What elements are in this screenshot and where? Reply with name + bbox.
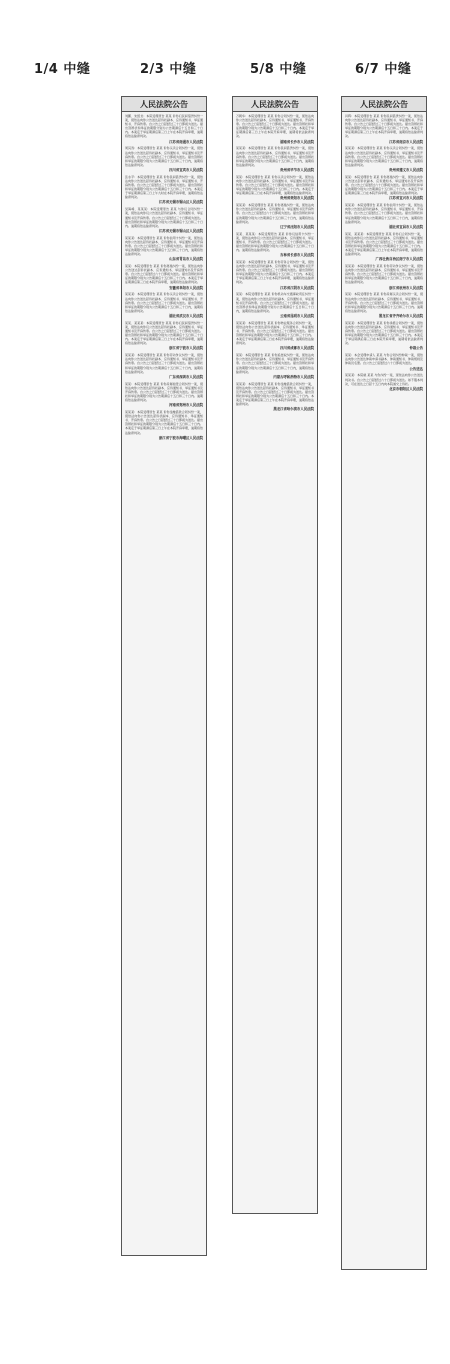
court-name: 湖南省长沙市人民法院 xyxy=(280,139,314,144)
court-name: 贵州省毕节市人民法院 xyxy=(280,167,314,172)
column-header: 人民法院公告 xyxy=(342,97,426,112)
notice-paragraph: 某某某：本院受理原告 某某 诉你金融借款合同纠纷一案，现依法向你公告送达起诉状副本、应诉通知书、举证通知书及开庭传票。自公告之日起经过三十日即视为送达。提出答辩状和举证的期限分别为公告期满后十五日和三十日内。本案定于举证期满后第三日上午在本院开庭审理，逾期将依法缺席判决。 xyxy=(236,381,315,407)
notice-paragraph: 某某某：本院受理原告 某某 诉你劳动争议纠纷一案，现依法向你公告送达起诉状副本、应诉通知书、举证通知书及开庭传票。自公告之日起经过三十日即视为送达。提出答辩状和举证的期限分别为公告期满后十五日和三十日内，逾期将依法缺席判决。 xyxy=(125,353,204,374)
notice-paragraph: 某某某：本院受理原告 某某 诉你劳动争议纠纷一案，现依法向你公告送达起诉状副本、应诉通知书、举证通知书及开庭传票。自公告之日起经过三十日即视为送达。提出答辩状和举证的期限分别为公告期满后十五日和三十日内，逾期将依法缺席判决。 xyxy=(345,264,424,285)
notice-paragraph: 某某某：本院受理原告 某某 诉你买卖合同纠纷一案，现依法向你公告送达起诉状副本、应诉通知书、举证通知书及开庭传票。自公告之日起经过三十日即视为送达。提出答辩状和举证的期限分别为公告期满后十五日和三十日内，逾期将依法缺席判决。 xyxy=(345,146,424,167)
court-notice-column-3 xyxy=(341,96,427,1270)
court-name: 贵州省贵阳市人民法院 xyxy=(280,196,314,201)
court-name: 湖北省宜昌市人民法院 xyxy=(389,224,423,229)
notice-paragraph: 刘鹏、朱绍龙：本院受理原告 某某 诉你们民间借贷纠纷一案，现依法向你公告送达起诉状副本、应诉通知书、举证通知书、开庭传票。自公告之日起经过三十日即视为送达。提出答辩状和举证的期限分别为公告期满后十五日和三十日内。本案定于举证期满后第三日上午在本院开庭审理，逾期将依法缺席判决。 xyxy=(125,114,204,139)
court-name: 黑龙江省哈尔滨市人民法院 xyxy=(273,407,314,412)
notice-paragraph: 某某：本院受理原告 某某 诉你追偿权纠纷一案，现依法向你公告送达起诉状副本、应诉通知书、举证通知书及开庭传票。自公告之日起经过三十日即视为送达。提出答辩状和举证的期限分别为公告期满后十五日和三十日内，逾期将依法缺席判决。 xyxy=(236,353,315,374)
court-name: 山东省青岛市人民法院 xyxy=(169,257,203,262)
court-name: 江苏省江阴市人民法院 xyxy=(280,285,314,290)
court-name: 贵州省遵义市人民法院 xyxy=(389,167,423,172)
court-notice-column-1 xyxy=(121,96,207,1256)
notice-paragraph: 某某、某某某：本院受理原告 某某 诉你们合同纠纷一案，现依法向你们公告送达起诉状副本、应诉通知书、举证通知书及开庭传票。自公告之日起经过三十日即视为送达。提出答辩状和举证的期限分别为公告期满后十五日和三十日内。本案定于举证期满后第三日上午在本院开庭审理，逾期将依法缺席判决。 xyxy=(345,231,424,257)
court-name: 江苏省南京市人民法院 xyxy=(389,139,423,144)
court-name: 四川省宜宾市人民法院 xyxy=(169,167,203,172)
court-name: 江苏省无锡市锡山区人民法院 xyxy=(158,200,203,205)
court-name: 公告送达 xyxy=(409,366,423,371)
court-name: 吉林省长春市人民法院 xyxy=(280,253,314,258)
notice-paragraph: 某某某：本院受理原告 某某 诉你信用卡纠纷一案，现依法向你公告送达起诉状副本、应诉通知书、举证通知书及开庭传票。自公告之日起经过三十日即视为送达。提出答辩状和举证的期限分别为公告期满后十五日和三十日内，逾期将依法缺席判决。 xyxy=(125,235,204,257)
court-name: 云南省昆明市人民法院 xyxy=(280,313,314,318)
notice-paragraph: 某某某：本院受理原告 某某 诉你民间借贷纠纷一案，现依法向你公告送达起诉状副本、应诉通知书、举证通知书及开庭传票。自公告之日起经过三十日即视为送达。提出答辩状和举证的期限分别为公告期满后十五日和三十日内，逾期将依法缺席判决。 xyxy=(236,146,315,167)
court-name: 广西壮族自治区南宁市人民法院 xyxy=(375,257,423,262)
column-body xyxy=(342,112,426,396)
notice-paragraph: 某某某：本院受理原告 某某 诉你离婚纠纷一案，现依法向你公告送达起诉状副本、应诉通知书、举证通知书及开庭传票。自公告之日起经过六十日即视为送达。提出答辩状和举证的期限分别为公告期满后十五日和三十日内，逾期将依法缺席判决。 xyxy=(236,203,315,224)
notice-paragraph: 某某：本院受理原告 某某 诉你房屋租赁合同纠纷一案，现依法向你公告送达起诉状副本、应诉通知书、举证通知书及开庭传票。自公告之日起经过三十日即视为送达。提出答辩状和举证的期限分别为公告期满后十五日和三十日内。逾期将依法缺席判决。 xyxy=(125,381,204,403)
court-name: 内蒙古呼和浩特市人民法院 xyxy=(273,374,314,379)
label-five-eighths: 5/8 中缝 xyxy=(250,62,307,77)
column-header: 人民法院公告 xyxy=(233,97,317,112)
spacer xyxy=(125,441,203,443)
court-name: 安徽省阜阳市人民法院 xyxy=(169,285,203,290)
court-name: 北京市朝阳区人民法院 xyxy=(389,386,423,391)
court-name: 浙江省宁波市海曙区人民法院 xyxy=(158,435,203,440)
column-body xyxy=(122,112,206,445)
notice-paragraph: 某某某：本院受理原告 某某 诉你金融借款合同纠纷一案，现依法向你公告送达起诉状副本、应诉通知书、举证通知书、开庭传票。自公告之日起经过三十日即视为送达。提出答辩状和举证的期限分别为公告期满后十五日和三十日内。本案定于举证期满后第三日上午在本院开庭审理，逾期将依法缺席判决。 xyxy=(125,410,204,435)
notice-paragraph: 肖辉：本院受理原告 某某 诉你民间借贷纠纷一案，现依法向你公告送达起诉状副本、应诉通知书、举证通知书、开庭传票。自公告之日起经过三十日即视为送达。提出答辩状和举证的期限分别为公告期满后十五日和三十日内。本案定于举证期满后第三日上午在本院开庭审理，逾期将依法缺席判决。 xyxy=(345,114,424,139)
spacer xyxy=(236,413,314,415)
notice-paragraph: 某某某：本院受理原告 某某 诉你物业服务合同纠纷一案，现依法向你公告送达起诉状副本、应诉通知书、举证通知书、开庭传票。自公告之日起经过三十日即视为送达。提出答辩状和举证的期限分别为公告期满后十五日和三十日内。本案定于举证期满后第三日在本院开庭审理，逾期将依法缺席判决。 xyxy=(236,320,315,346)
court-name: 河南省郑州市人民法院 xyxy=(169,403,203,408)
notice-paragraph: 某某、某某某：本院受理原告 某某 诉你们信用卡纠纷一案，现依法向你们公告送达起诉状副本、应诉通知书、举证通知书、开庭传票。自公告之日起经过三十日即视为送达。提出答辩状和举证的期限分别为公告期满后十五日和三十日内。逾期将依法缺席判决。 xyxy=(236,231,315,252)
court-name: 辽宁省沈阳市人民法院 xyxy=(280,224,314,229)
notice-paragraph: 某某：本院受理原告 某某 诉你离婚纠纷一案，现依法向你公告送达起诉状副本、应诉通知书、举证通知书及开庭传票。自公告之日起经过六十日即视为送达。提出答辩状和举证的期限分别为公告期满后十五日和三十日内。本案定于举证期满后第三日在本院开庭审理，逾期将依法缺席判决。 xyxy=(125,264,204,285)
notice-paragraph: 周其涛：本院受理原告 某某 诉你买卖合同纠纷一案，现依法向你公告送达起诉状副本、应诉通知书、举证通知书及开庭传票。自公告之日起经过三十日即视为送达。提出答辩状和举证的期限分别为公告期满后十五日和三十日内，逾期将依法缺席判决。 xyxy=(125,146,204,167)
notice-paragraph: 某某：本院受理原告 某某 诉你房屋买卖合同纠纷一案，现依法向你公告送达起诉状副本、应诉通知书、举证通知书、开庭传票。自公告之日起经过三十日即视为送达。提出答辩状和举证的期限分别为公告期满后十五日和三十日内。逾期将依法缺席判决。 xyxy=(345,292,424,313)
notice-paragraph: 某某某：本院受理原告 某某 诉你买卖合同纠纷一案，现依法向你公告送达起诉状副本、应诉通知书、举证通知书、开庭传票。自公告之日起经过三十日即视为送达。提出答辩状和举证的期限分别为公告期满后十五日和三十日内，逾期将依法缺席判决。 xyxy=(125,292,204,313)
court-name: 黑龙江省齐齐哈尔市人民法院 xyxy=(378,313,423,318)
spacer xyxy=(345,392,423,394)
notice-paragraph: 张永平：本院受理原告 某某 诉你民间借贷纠纷一案，现依法向你公告送达起诉状副本、应诉通知书、举证通知书、开庭传票。自公告之日起经过三十日即视为送达。提出答辩状和举证的期限分别为公告期满后十五日和三十日内。本案定于举证期满后第三日上午九时在本院开庭审理，逾期将依法缺席判决。 xyxy=(125,174,204,200)
court-name: 浙江省宁波市人民法院 xyxy=(169,346,203,351)
notice-paragraph: 某某某：本院受理原告 某某 诉你信用卡纠纷一案，现依法向你公告送达起诉状副本、应诉通知书、举证通知书、开庭传票。自公告之日起经过三十日即视为送达。提出答辩状和举证的期限分别为公告期满后十五日和三十日内，逾期将依法缺席判决。 xyxy=(345,203,424,224)
label-six-sevenths: 6/7 中缝 xyxy=(355,62,412,77)
court-notice-column-2 xyxy=(232,96,318,1214)
court-name: 江苏省宜兴市人民法院 xyxy=(389,196,423,201)
notice-paragraph: 某某某：本院就 某某 与你纠纷一案，现依法向你公告送达判决书。自公告之日起经过六十日即视为送达。如不服本判决，可在送达之日起十五日内向本院递交上诉状。 xyxy=(345,373,424,386)
notice-paragraph: 某某：本院受理原告 某某 诉你买卖合同纠纷一案，现依法向你公告送达起诉状副本、应诉通知书、举证通知书及开庭传票。自公告之日起经过三十日即视为送达。提出答辩状和举证的期限分别为公告期满后十五日和三十日内。本案定于举证期满后第三日在本院开庭审理，逾期将依法缺席判决。 xyxy=(236,174,315,196)
notice-paragraph: 某某：本院受理原告 某某 诉你离婚纠纷一案，现依法向你公告送达起诉状副本、应诉通知书、举证通知书及开庭传票。自公告之日起经过六十日即视为送达。提出答辩状和举证的期限分别为公告期满后十五日和三十日内。本案定于举证期满后第三日在本院开庭审理，逾期将依法缺席判决。 xyxy=(345,174,424,196)
notice-paragraph: 某某：本会受理申请人 某某 与你合同纠纷仲裁一案，现依法向你公告送达仲裁申请书副本、仲裁通知书、仲裁规则及仲裁员名册。自公告之日起经过六十日即视为送达。 xyxy=(345,353,424,366)
column-body xyxy=(233,112,317,416)
notice-paragraph: 某某某：本院受理原告 某某 诉你劳务合同纠纷一案，现依法向你公告送达起诉状副本、应诉通知书、举证通知书及开庭传票。自公告之日起经过三十日即视为送达。提出答辩状和举证的期限分别为公告期满后十五日和三十日内。本案定于举证期满后第三日上午在本院开庭审理，逾期将依法缺席判决。 xyxy=(236,259,315,285)
court-name: 江苏省无锡市锡山区人民法院 xyxy=(158,228,203,233)
court-name: 江苏省南通市人民法院 xyxy=(169,139,203,144)
court-name: 浙江省杭州市人民法院 xyxy=(389,285,423,290)
notice-paragraph: 某某：本院受理原告 某某 诉你机动车交通事故责任纠纷一案，现依法向你公告送达起诉状副本、应诉通知书、举证通知书及开庭传票。自公告之日起经过三十日即视为送达。提出答辩状和举证的期限分别为公告期满后十五日和三十日内，逾期将依法缺席判决。 xyxy=(236,292,315,313)
notice-paragraph: 吴海峰、某某某：本院受理原告 某某 与你们合同纠纷一案，现依法向你们公告送达起诉状副本、应诉通知书、举证通知书及开庭传票。自公告之日起经过三十日即视为送达。提出答辩状和举证的期限分别为公告期满后十五日和三十日内。逾期将依法缺席判决。 xyxy=(125,207,204,228)
notice-paragraph: 某某、某某某：本院受理原告 某某 诉你们民间借贷纠纷一案，现依法向你们公告送达起诉状副本、应诉通知书、举证通知书及开庭传票。自公告之日起经过三十日即视为送达。提出答辩状和举证的期限分别为公告期满后十五日和三十日内。本案定于举证期满后第三日上午在本院开庭审理，逾期将依法缺席判决。 xyxy=(125,320,204,346)
notice-paragraph: 万朝华：本院受理原告 某某 诉你合同纠纷一案，现依法向你公告送达起诉状副本、应诉通知书、举证通知书、开庭传票。自公告之日起经过三十日即视为送达。提出答辩状和举证的期限分别为公告期满后十五日和三十日内。本案定于举证期满后第三日上午在本院开庭审理，逾期将依法缺席判决。 xyxy=(236,114,315,139)
court-name: 湖北省武汉市人民法院 xyxy=(169,313,203,318)
court-name: 四川省成都市人民法院 xyxy=(280,346,314,351)
notice-paragraph: 某某某：本院受理原告 某某 诉你承揽合同纠纷一案，现依法向你公告送达起诉状副本、应诉通知书、举证通知书及开庭传票。自公告之日起经过三十日即视为送达。提出答辩状和举证的期限分别为公告期满后十五日和三十日内。本案定于举证期满后第三日在本院开庭审理，逾期将依法缺席判决。 xyxy=(345,320,424,346)
column-header: 人民法院公告 xyxy=(122,97,206,112)
court-name: 广东省深圳市人民法院 xyxy=(169,374,203,379)
label-quarter: 1/4 中缝 xyxy=(34,62,91,77)
court-name: 仲裁公告 xyxy=(409,346,423,351)
label-two-thirds: 2/3 中缝 xyxy=(140,62,197,77)
